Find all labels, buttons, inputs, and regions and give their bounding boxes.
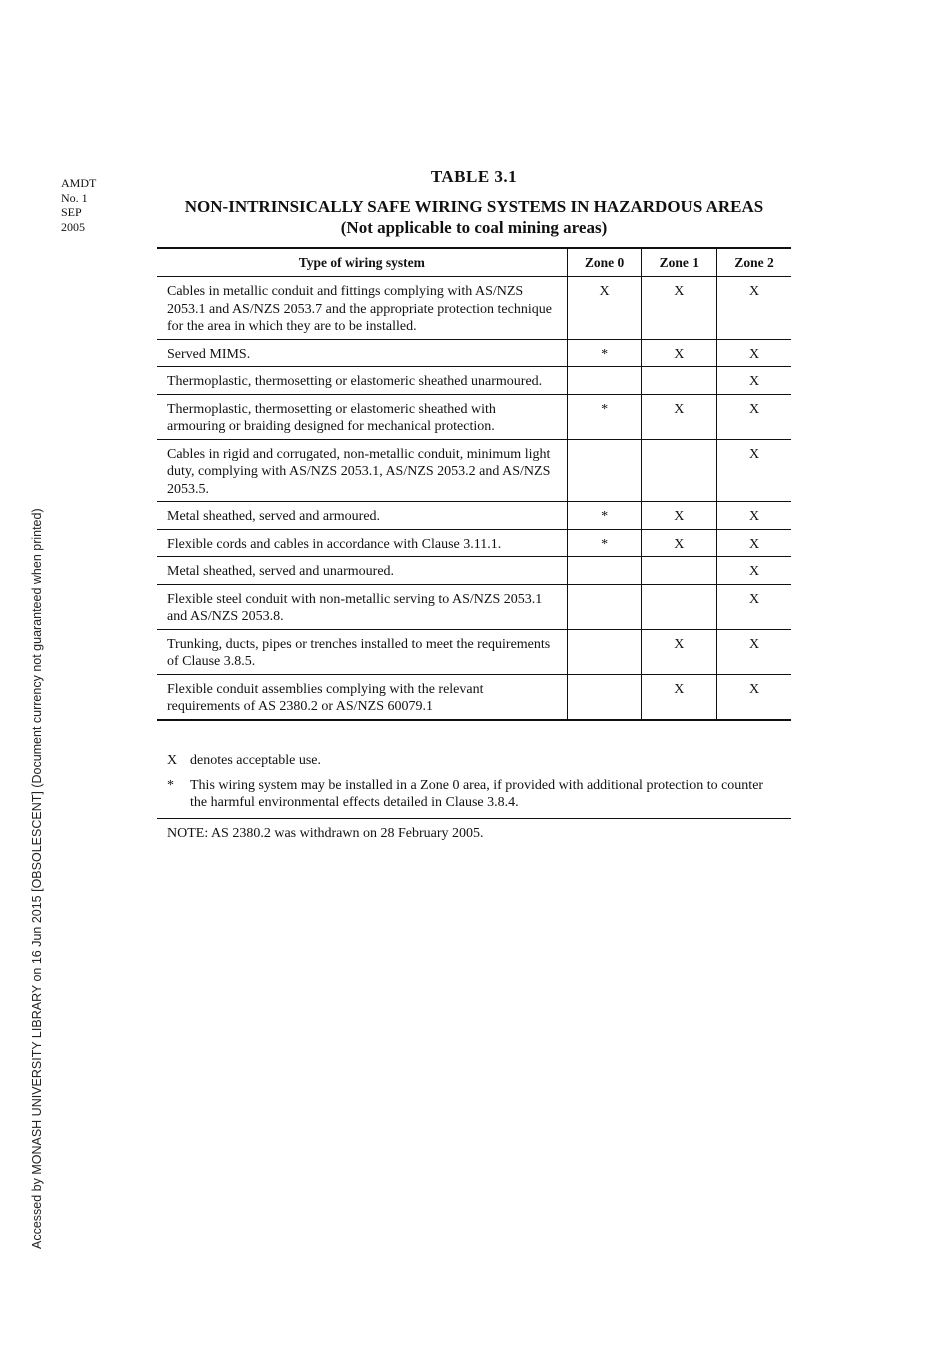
- cell-wiring-type: Served MIMS.: [157, 339, 567, 367]
- table-notes: [157, 752, 791, 842]
- cell-zone-2: X: [717, 584, 791, 629]
- cell-zone-2: X: [717, 629, 791, 674]
- table-row: [157, 367, 791, 395]
- cell-zone-2: X: [717, 339, 791, 367]
- header-row: [157, 248, 791, 277]
- cell-zone-2: X: [717, 674, 791, 720]
- table-row: [157, 629, 791, 674]
- header-zone-2: Zone 2: [717, 248, 791, 277]
- cell-wiring-type: Thermoplastic, thermosetting or elastomeric sheathed with armouring or braiding designed for mechanical protection.: [157, 394, 567, 439]
- legend-symbol: *: [167, 777, 174, 793]
- cell-zone-1: X: [642, 502, 717, 530]
- table-note: NOTE: AS 2380.2 was withdrawn on 28 February 2005.: [167, 825, 484, 841]
- wiring-systems-table: [157, 247, 791, 721]
- table-row: [157, 277, 791, 340]
- table-row: [157, 394, 791, 439]
- table-header: [157, 248, 791, 277]
- cell-zone-2: X: [717, 529, 791, 557]
- cell-zone-1: [642, 557, 717, 585]
- table-row: [157, 557, 791, 585]
- cell-zone-0: X: [567, 277, 642, 340]
- cell-zone-0: [567, 629, 642, 674]
- table-subtitle: (Not applicable to coal mining areas): [340, 218, 608, 237]
- cell-zone-0: [567, 367, 642, 395]
- cell-zone-2: X: [717, 502, 791, 530]
- legend-symbol: X: [167, 753, 178, 768]
- cell-zone-2: X: [717, 367, 791, 395]
- cell-zone-0: *: [567, 529, 642, 557]
- cell-zone-2: X: [717, 394, 791, 439]
- table-row: [157, 674, 791, 720]
- cell-zone-2: X: [717, 439, 791, 502]
- cell-zone-1: [642, 439, 717, 502]
- table-title: NON-INTRINSICALLY SAFE WIRING SYSTEMS IN HAZARDOUS AREAS: [184, 197, 764, 216]
- cell-wiring-type: Thermoplastic, thermosetting or elastomeric sheathed unarmoured.: [157, 367, 567, 395]
- cell-zone-0: [567, 439, 642, 502]
- legend-item-asterisk: [157, 777, 791, 812]
- cell-zone-0: [567, 557, 642, 585]
- table-row: [157, 339, 791, 367]
- header-zone-0: Zone 0: [567, 248, 642, 277]
- access-stamp: Accessed by MONASH UNIVERSITY LIBRARY on 16 Jun 2015 [OBSOLESCENT] (Document currency not guaranteed when printed): [30, 508, 44, 1249]
- cell-zone-1: X: [642, 339, 717, 367]
- cell-zone-1: [642, 367, 717, 395]
- cell-zone-0: *: [567, 394, 642, 439]
- cell-wiring-type: Cables in rigid and corrugated, non-metallic conduit, minimum light duty, complying with AS/NZS 2053.1, AS/NZS 2053.2 and AS/NZS 2053.5.: [157, 439, 567, 502]
- amendment-marker: AMDT No. 1 SEP 2005: [61, 176, 97, 234]
- cell-wiring-type: Metal sheathed, served and unarmoured.: [157, 557, 567, 585]
- cell-zone-1: X: [642, 394, 717, 439]
- cell-zone-1: X: [642, 529, 717, 557]
- cell-zone-0: [567, 584, 642, 629]
- table-number: TABLE 3.1: [430, 167, 518, 186]
- cell-zone-0: *: [567, 339, 642, 367]
- cell-zone-2: X: [717, 557, 791, 585]
- cell-zone-0: *: [567, 502, 642, 530]
- cell-zone-2: X: [717, 277, 791, 340]
- table-row: [157, 502, 791, 530]
- cell-zone-1: [642, 584, 717, 629]
- table-row: [157, 529, 791, 557]
- cell-zone-1: X: [642, 629, 717, 674]
- cell-wiring-type: Flexible steel conduit with non-metallic serving to AS/NZS 2053.1 and AS/NZS 2053.8.: [157, 584, 567, 629]
- cell-zone-0: [567, 674, 642, 720]
- table-row: [157, 584, 791, 629]
- cell-wiring-type: Metal sheathed, served and armoured.: [157, 502, 567, 530]
- cell-wiring-type: Flexible conduit assemblies complying with the relevant requirements of AS 2380.2 or AS/NZS 60079.1: [157, 674, 567, 720]
- cell-zone-1: X: [642, 674, 717, 720]
- header-zone-1: Zone 1: [642, 248, 717, 277]
- legend-text: denotes acceptable use.: [190, 753, 321, 768]
- table-body: [157, 277, 791, 720]
- cell-zone-1: X: [642, 277, 717, 340]
- cell-wiring-type: Trunking, ducts, pipes or trenches installed to meet the requirements of Clause 3.8.5.: [157, 629, 567, 674]
- table-row: [157, 439, 791, 502]
- header-type: Type of wiring system: [157, 248, 567, 277]
- legend-item-x: [157, 752, 791, 770]
- cell-wiring-type: Cables in metallic conduit and fittings complying with AS/NZS 2053.1 and AS/NZS 2053.7 and the appropriate protection technique for the area in which they are to be installed.: [157, 277, 567, 340]
- cell-wiring-type: Flexible cords and cables in accordance with Clause 3.11.1.: [157, 529, 567, 557]
- legend-text: This wiring system may be installed in a Zone 0 area, if provided with additional protection to counter the harmful environmental effects detailed in Clause 3.8.4.: [190, 777, 764, 810]
